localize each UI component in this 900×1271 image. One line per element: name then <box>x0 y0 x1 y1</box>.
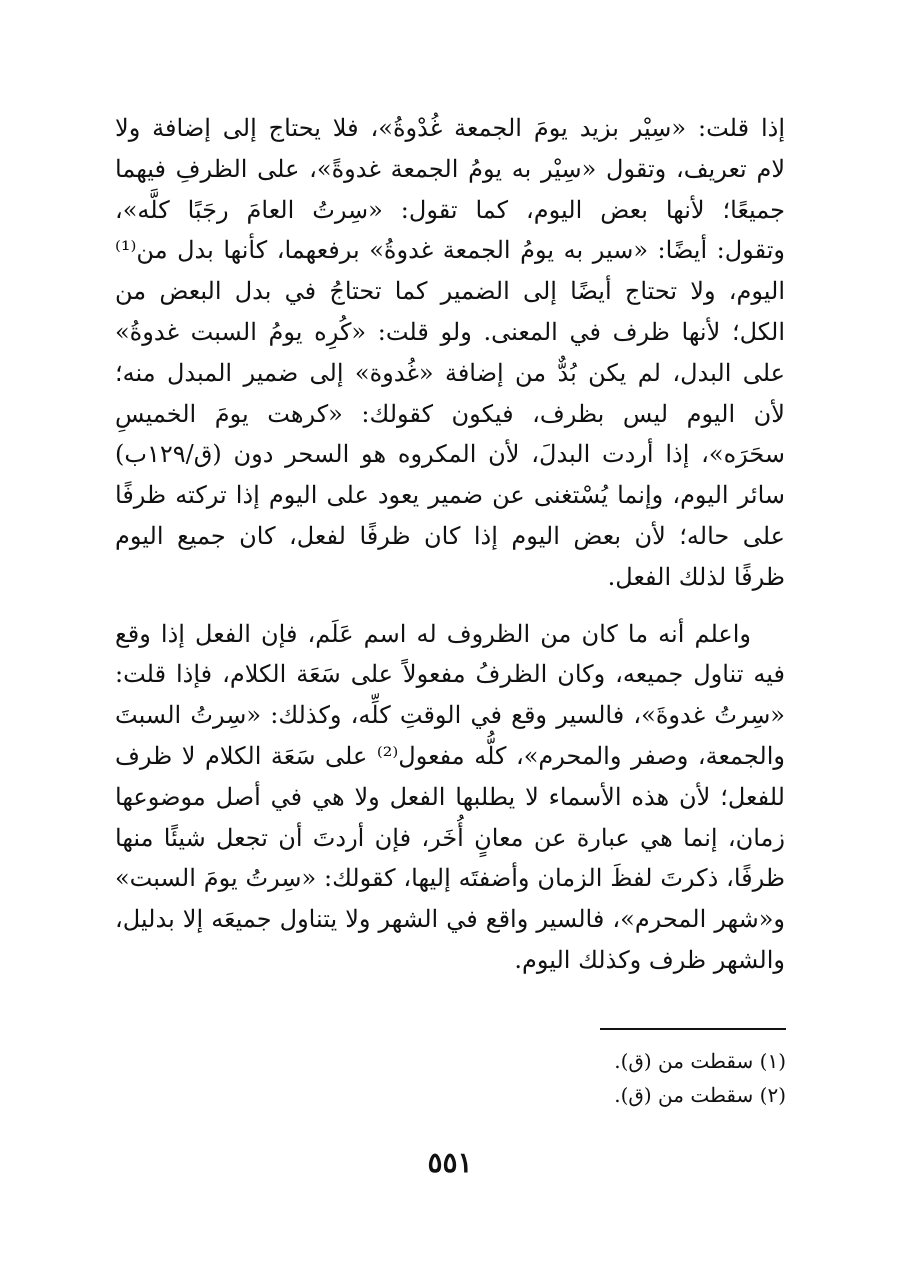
page-number: ٥٥١ <box>427 1146 473 1179</box>
text-line: للفعل؛ لأن هذه الأسماء لا يطلبها الفعل ولا هي في أصل موضوعها <box>115 782 785 811</box>
main-text <box>115 108 785 981</box>
text-line: ظرفًا، ذكرتَ لفظَ الزمان وأضفتَه إليها، كقولك: «سِرتُ يومَ السبت» <box>115 864 785 893</box>
footnote-1: (١) سقطت من (ق). <box>614 1049 786 1073</box>
text-line: لأن اليوم ليس بظرف، فيكون كقولك: «كرهت يومَ الخميسِ <box>115 399 785 428</box>
text-line: على البدل، لم يكن بُدٌّ من إضافة «غُدوة» إلى ضمير المبدل منه؛ <box>115 358 785 387</box>
footnote-separator <box>600 1028 786 1030</box>
paragraph-1 <box>115 108 785 598</box>
footnotes <box>420 1044 786 1112</box>
text-line: على حاله؛ لأن بعض اليوم إذا كان ظرفًا لفعل، كان جميع اليوم <box>115 521 785 550</box>
text-line: إذا قلت: «سِيْر بزيد يومَ الجمعة غُدْوةُ»، فلا يحتاج إلى إضافة ولا <box>115 114 785 142</box>
text-line: و«شهر المحرم»، فالسير واقع في الشهر ولا يتناول جميعَه إلا بدليل، <box>115 905 786 934</box>
text-line: واعلم أنه ما كان من الظروف له اسم عَلَم، فإن الفعل إذا وقع <box>115 619 751 648</box>
text-line: زمان، إنما هي عبارة عن معانٍ أُخَر، فإن أردتَ أن تجعل شيئًا منها <box>115 823 785 852</box>
text-line: سحَرَه»، إذا أردت البدلَ، لأن المكروه هو السحر دون (ق/١٢٩ب) <box>115 440 785 469</box>
text-line: الكل؛ لأنها ظرف في المعنى. ولو قلت: «كُرِه يومُ السبت غدوةُ» <box>115 317 785 346</box>
text-line: لام تعريف، وتقول «سِيْر به يومُ الجمعة غدوةً»، على الظرفِ فيهما <box>115 154 786 183</box>
text-line: فيه تناول جميعه، وكان الظرفُ مفعولاً على سَعَة الكلام، فإذا قلت: <box>115 660 785 689</box>
text-line: ظرفًا لذلك الفعل. <box>607 562 785 591</box>
text-line: والشهر ظرف وكذلك اليوم. <box>514 945 785 974</box>
text-line: اليوم، ولا تحتاج أيضًا إلى الضمير كما تحتاجُ في بدل البعض من <box>115 277 785 306</box>
text-line: والجمعة، وصفر والمحرم»، كلُّه مفعول⁽²⁾ على سَعَة الكلام لا ظرف <box>115 741 785 770</box>
text-line: وتقول: أيضًا: «سير به يومُ الجمعة غدوةُ» برفعهما، كأنها بدل من⁽¹⁾ <box>115 236 785 265</box>
text-line: «سِرتُ غدوةَ»، فالسير وقع في الوقتِ كلِّه، وكذلك: «سِرتُ السبتَ <box>115 701 785 730</box>
footnote-2: (٢) سقطت من (ق). <box>614 1083 786 1107</box>
text-line: سائر اليوم، وإنما يُسْتغنى عن ضمير يعود على اليوم إذا تركته ظرفًا <box>115 481 785 510</box>
paragraph-2 <box>115 614 785 981</box>
text-line: جميعًا؛ لأنها بعض اليوم، كما تقول: «سِرتُ العامَ رجَبًا كلَّه»، <box>115 195 786 224</box>
